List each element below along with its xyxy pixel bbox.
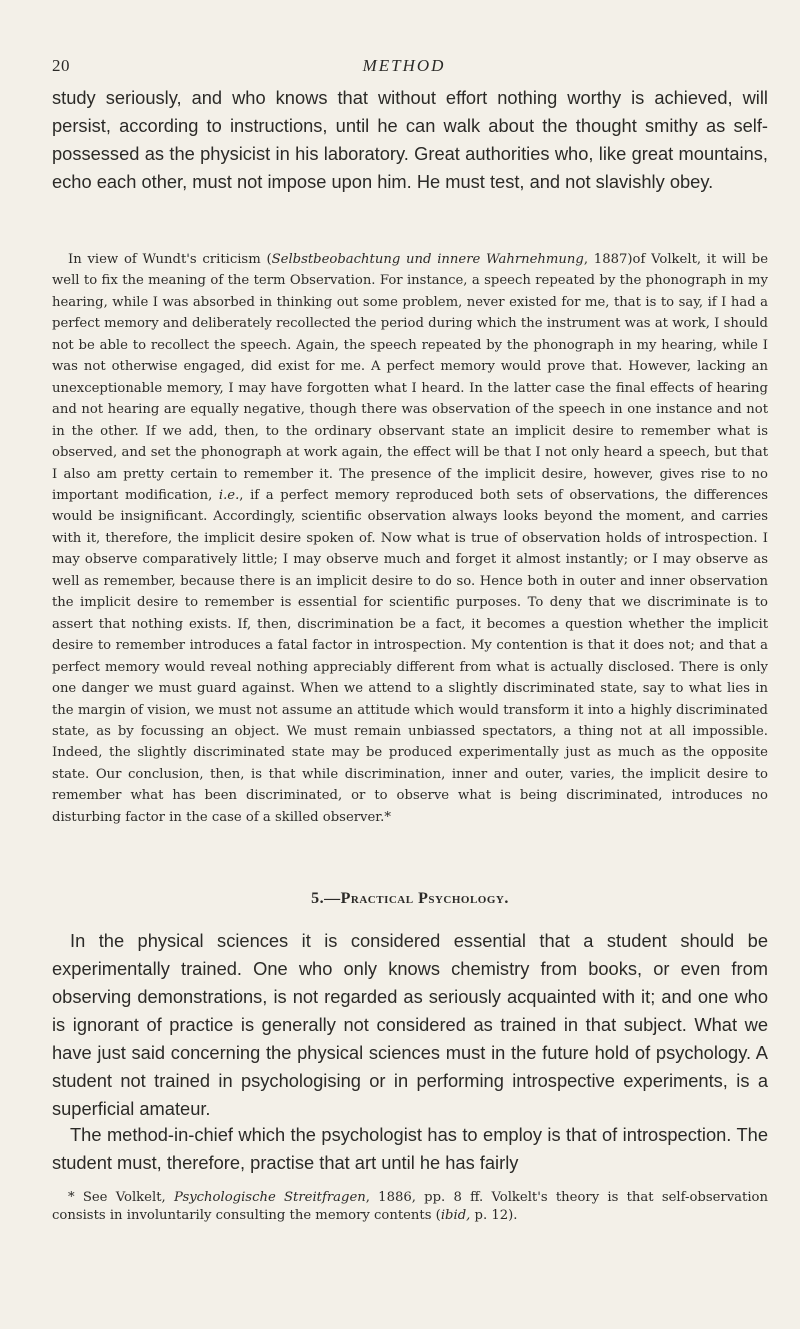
section-dash: —	[324, 890, 341, 907]
footnote-ibid: ibid,	[440, 1208, 471, 1223]
running-head: METHOD	[362, 56, 446, 75]
footnote-lead: * See Volkelt,	[68, 1190, 174, 1205]
paragraph-continuation: study seriously, and who knows that without effort nothing worthy is achieved, will persist, according to instructions, until he can walk about the thought smithy as self-possessed as the physicist in his laboratory. Great authorities who, like great mountains, echo each other, must not impose upon him. He must test, and not slavishly obey.	[52, 87, 768, 192]
footnote	[52, 1189, 768, 1225]
paragraph-physical-sciences: In the physical sciences it is considered essential that a student should be experimentally trained. One who only knows chemistry from books, or even from observing demonstrations, is not regarded as seriously acquainted with it; and one who is ignorant of practice is generally not considered as trained in that subject. What we have just said concerning the physical sciences must in the future hold of psychology. A student not trained in psychologising or in performing introspective experiments, is a superficial amateur.	[52, 930, 768, 1119]
footnote-work-title: Psychologische Streitfragen	[173, 1190, 366, 1205]
note-after-citation: of Volkelt, it will be well to fix the meaning of the term Observation. For instance, a speech repeated by the phonograph in my hearing, while I was absorbed in thinking out some problem, never existed for me, that is to say, if I had a perfect memory and deliberately recollected the period during which the instrument was at work, I should not be able to recollect the speech. Again, the speech repeated by the phonograph in my hearing, while I was not otherwise engaged, did exist for me. A perfect memory would prove that. However, lacking an unexceptionable memory, I may have forgotten what I heard. In the latter case the final effects of hearing and not hearing are equally negative, though there was observation of the speech in one instance and not in the other. If we add, then, to the ordinary observant state an implicit desire to remember what is observed, and set the phonograph at work again, the effect will be that I not only heard a speech, but that I also am pretty certain to remember it. The presence of the implicit desire, however, gives rise to no important modification,	[52, 252, 768, 503]
paragraph-method-in-chief: The method-in-chief which the psychologist has to employ is that of introspection. The student must, therefore, practise that art until he has fairly	[52, 1124, 768, 1173]
footnote-middle: , 1886, pp. 8 ff. Volkelt's theory is that self-observation consists in involuntarily consulting the memory contents (	[52, 1190, 768, 1223]
note-lead: In view of Wundt's criticism (	[68, 252, 272, 267]
note-on-observation	[52, 249, 768, 828]
section-number: 5.	[311, 890, 325, 907]
page-header	[52, 56, 756, 80]
note-work-title: Selbstbeobachtung und innere Wahrnehmung	[271, 252, 584, 267]
note-rest: , if a perfect memory reproduced both sets of observations, the differences would be insignificant. Accordingly, scientific observation always looks beyond the moment, and carries with it, therefore, the implicit desire spoken of. Now what is true of observation holds of introspection. I may observe comparatively little; I may observe much and forget it almost instantly; or I may observe as well as remember, because there is an implicit desire to do so. Hence both in outer and inner observation the implicit desire to remember is essential for scientific purposes. To deny that we discriminate is to assert that nothing exists. If, then, discrimination be a fact, it becomes a question whether the implicit desire to remember introduces a fatal factor in introspection. My contention is that it does not; and that a perfect memory would reveal nothing appreciably different from what is actually disclosed. There is only one danger we must guard against. When we attend to a slightly discriminated state, say to what lies in the margin of vision, we must not assume an attitude which would transform it into a highly discriminated state, as by focussing an object. We must remain unbiassed spectators, a thing not at all impossible. Indeed, the slightly discriminated state may be produced experimentally just as much as the opposite state. Our conclusion, then, is that while discrimination, inner and outer, varies, the implicit desire to remember what has been discriminated, or to observe what is being discriminated, introduces no disturbing factor in the case of a skilled observer.*	[52, 487, 768, 825]
footnote-end: p. 12).	[470, 1208, 518, 1223]
page-number: 20	[52, 56, 70, 75]
section-title: Practical Psychology.	[340, 890, 509, 907]
section-heading	[52, 890, 768, 908]
note-work-year: , 1887)	[583, 252, 633, 267]
note-ie: i.e.	[218, 487, 240, 503]
